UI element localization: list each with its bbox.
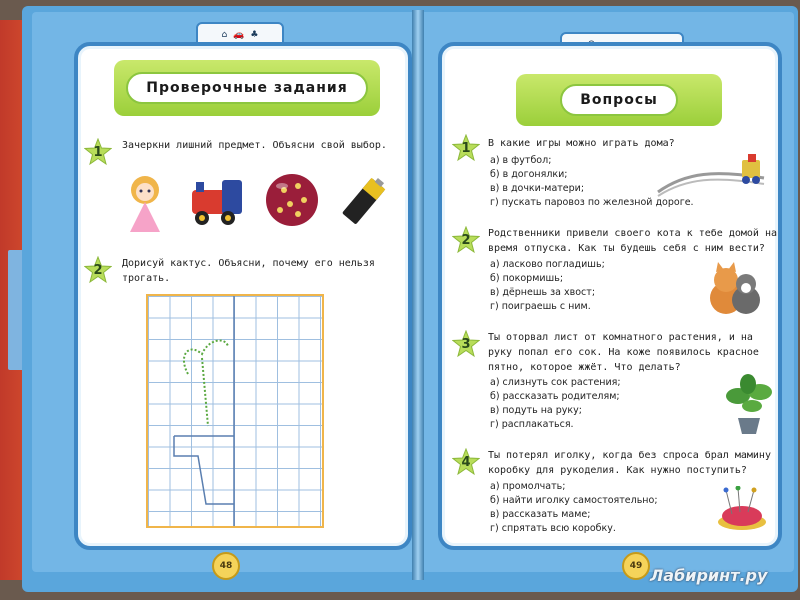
question-3-line-1: Ты оторвал лист от комнатного растения, и на (488, 332, 753, 343)
option-a[interactable]: а) в футбол; (490, 155, 552, 166)
train-on-rails-icon (656, 152, 766, 198)
option-b[interactable]: б) в догонялки; (490, 169, 568, 180)
house-icon: ⌂ (221, 30, 228, 40)
question-number-label: 1 (461, 140, 471, 156)
pincushion-icon (712, 486, 772, 532)
doll-icon[interactable] (118, 172, 172, 234)
option-b[interactable]: б) найти иголку самостоятельно; (490, 495, 658, 506)
question-number-1 (452, 134, 480, 162)
watermark: Лабиринт.ру (650, 566, 768, 585)
right-page-title: Вопросы (560, 84, 678, 116)
drawing-grid[interactable] (146, 294, 324, 528)
task-number-2 (84, 256, 112, 284)
task-number-label: 1 (93, 144, 103, 160)
option-a[interactable]: а) ласково погладишь; (490, 259, 605, 270)
question-4-line-2: коробку для рукоделия. Как нужно поступить? (488, 465, 747, 476)
potted-plant-icon (722, 374, 776, 436)
task-2-line-1: Дорисуй кактус. Объясни, почему его нельзя (122, 258, 375, 269)
right-title-banner (516, 74, 722, 126)
option-c[interactable]: в) подуть на руку; (490, 405, 582, 416)
question-2-line-1: Родственники привели своего кота к тебе домой на (488, 228, 777, 239)
question-3-line-2: руку попал его сок. На коже появилось красное (488, 347, 759, 358)
question-number-4 (452, 448, 480, 476)
left-page-title: Проверочные задания (126, 72, 367, 104)
option-d[interactable]: г) спрятать всю коробку. (490, 523, 616, 534)
question-1-text (488, 136, 778, 151)
task-2-line-2: трогать. (122, 273, 171, 284)
toy-train-icon[interactable] (188, 176, 246, 228)
book-spine (412, 10, 424, 580)
option-a[interactable]: а) слизнуть сок растения; (490, 377, 621, 388)
option-b[interactable]: б) рассказать родителям; (490, 391, 620, 402)
question-number-2 (452, 226, 480, 254)
option-d[interactable]: г) расплакаться. (490, 419, 574, 430)
question-2-line-2: время отпуска. Как ты будешь себя с ним вести? (488, 243, 765, 254)
question-2-text (488, 226, 778, 256)
task-1-text: Зачеркни лишний предмет. Объясни свой выбор. (122, 140, 387, 151)
question-3-line-3: пятно, которое жжёт. Что делать? (488, 362, 681, 373)
question-number-3 (452, 330, 480, 358)
question-number-label: 2 (461, 232, 471, 248)
left-page-number: 48 (212, 552, 240, 580)
battery-icon[interactable] (340, 174, 386, 230)
option-b[interactable]: б) покормишь; (490, 273, 564, 284)
right-page-number: 49 (622, 552, 650, 580)
tree-icon: ♣ (250, 30, 259, 40)
option-a[interactable]: а) промолчать; (490, 481, 566, 492)
option-c[interactable]: в) в дочки-матери; (490, 183, 585, 194)
task-2-text (122, 256, 392, 286)
ball-icon[interactable] (264, 172, 320, 228)
task-number-label: 2 (93, 262, 103, 278)
question-number-label: 3 (461, 336, 471, 352)
option-d[interactable]: г) пускать паровоз по железной дороге. (490, 197, 694, 208)
option-c[interactable]: в) дёрнешь за хвост; (490, 287, 596, 298)
option-c[interactable]: в) рассказать маме; (490, 509, 591, 520)
question-1-line-1: В какие игры можно играть дома? (488, 138, 675, 149)
question-3-options (490, 376, 621, 432)
question-4-text (488, 448, 778, 478)
car-icon: 🚗 (233, 30, 245, 40)
cats-icon (704, 262, 764, 316)
question-4-options (490, 480, 658, 536)
task-number-1 (84, 138, 112, 166)
question-4-line-1: Ты потерял иголку, когда без спроса брал мамину (488, 450, 771, 461)
option-d[interactable]: г) поиграешь с ним. (490, 301, 591, 312)
left-title-banner (114, 60, 380, 116)
question-number-label: 4 (461, 454, 471, 470)
question-3-text (488, 330, 778, 375)
question-2-options (490, 258, 605, 314)
